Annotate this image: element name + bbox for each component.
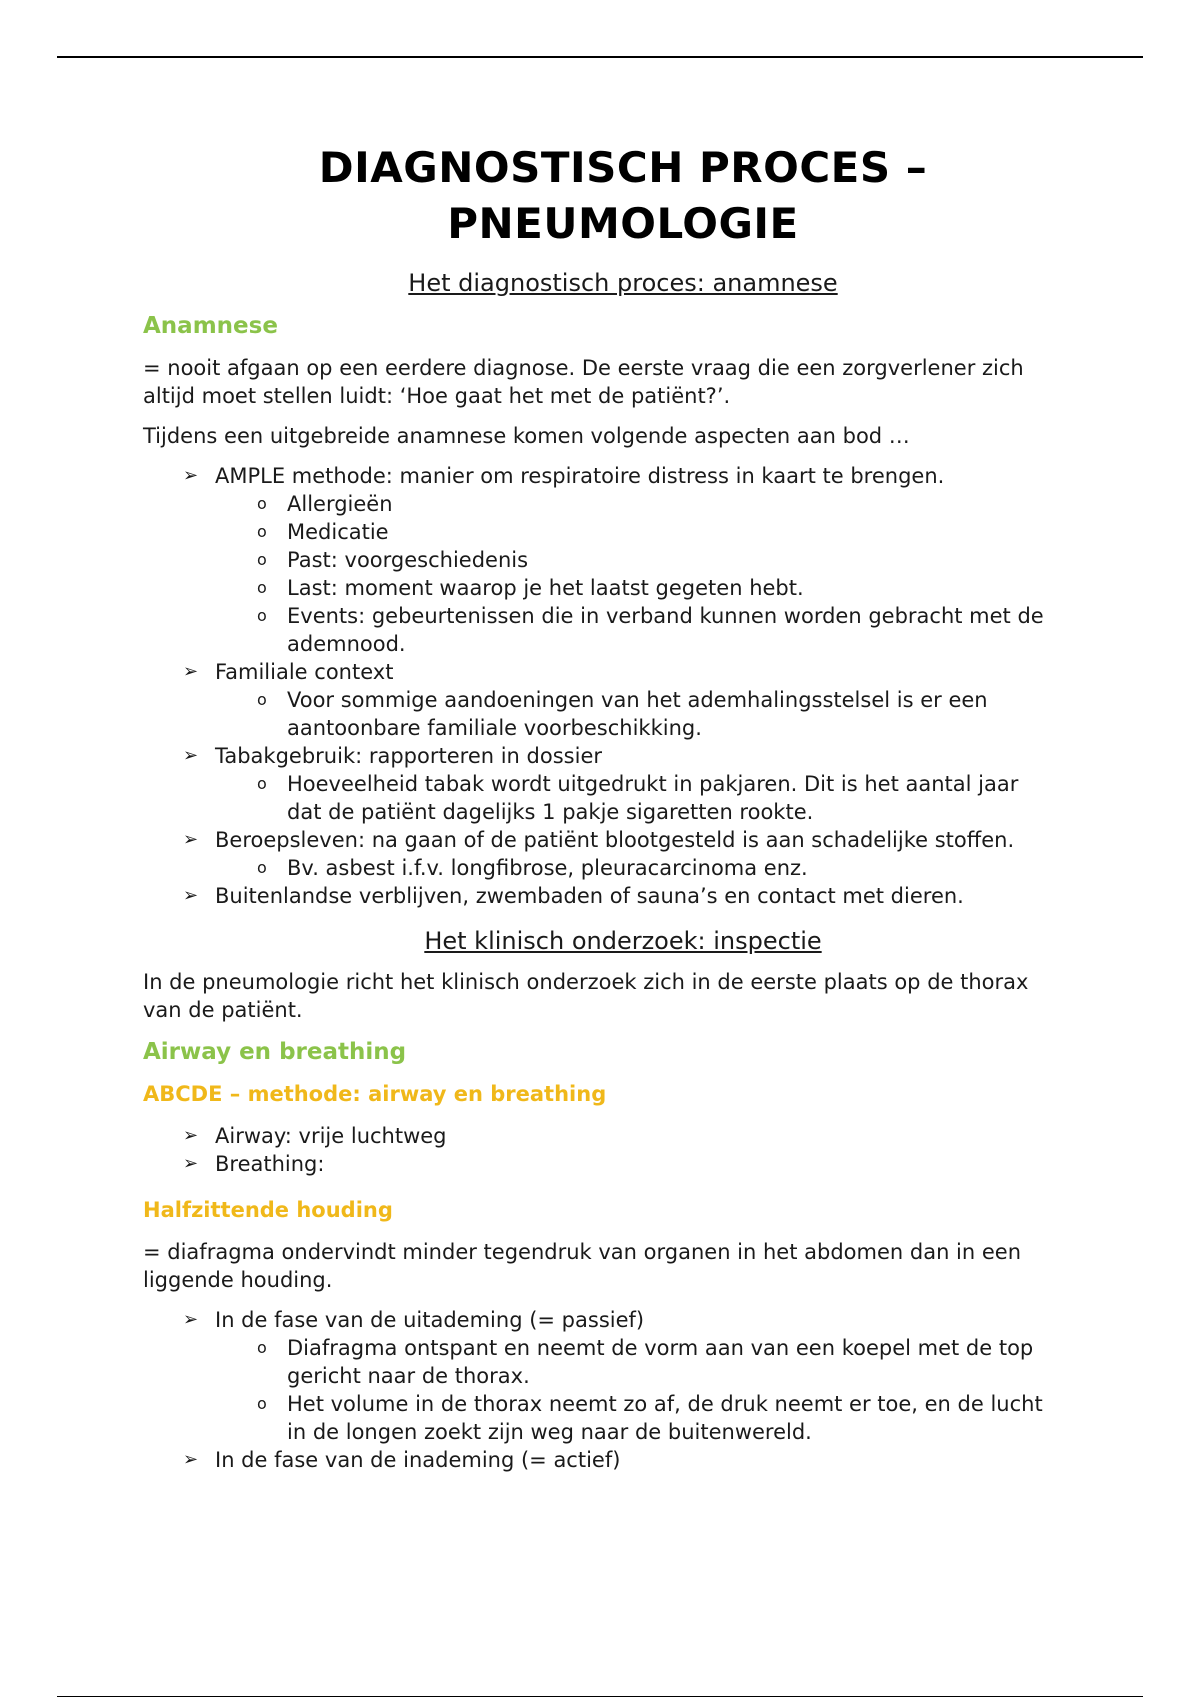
bottom-rule [57,1696,1143,1697]
sub-list-item-text: Past: voorgeschiedenis [287,548,529,572]
arrow-bullet-icon: ➢ [183,661,199,682]
sub-list-item [255,518,1053,546]
circle-bullet-icon: o [257,858,267,877]
sub-list-item-text: Diafragma ontspant en neemt de vorm aan van een koepel met de top gericht naar de thorax. [287,1336,1034,1388]
sub-list-item [255,854,1053,882]
sub-list [215,1334,1053,1446]
list-item-text: Airway: vrije luchtweg [215,1124,447,1148]
sub-list-item [255,1390,1053,1446]
sub-list-item [255,574,1053,602]
circle-bullet-icon: o [257,550,267,569]
list-item-text: Buitenlandse verblijven, zwembaden of sauna’s en contact met dieren. [215,884,964,908]
list-item [183,1122,1053,1150]
arrow-bullet-icon: ➢ [183,885,199,906]
section2-title: Het klinisch onderzoek: inspectie [424,927,822,955]
sub-list-item [255,490,1053,518]
arrow-bullet-icon: ➢ [183,1153,199,1174]
arrow-bullet-icon: ➢ [183,829,199,850]
list-item [183,882,1053,910]
sub-list [215,854,1053,882]
anamnese-heading: Anamnese [143,313,278,339]
sub-list-item-text: Voor sommige aandoeningen van het ademhalingsstelsel is er een aantoonbare familiale voorbeschikking. [287,688,988,740]
top-rule [57,56,1143,58]
circle-bullet-icon: o [257,1394,267,1413]
airway-breathing-heading: Airway en breathing [143,1039,407,1065]
abcde-heading: ABCDE – methode: airway en breathing [143,1082,607,1106]
list-item [183,462,1053,658]
halfzittende-para: = diafragma ondervindt minder tegendruk van organen in het abdomen dan in een liggende houding. [143,1240,1022,1292]
list-item [183,1150,1053,1178]
circle-bullet-icon: o [257,774,267,793]
sub-list-item-text: Bv. asbest i.f.v. longfibrose, pleuracarcinoma enz. [287,856,808,880]
halfzittende-heading: Halfzittende houding [143,1198,393,1222]
sub-list-item-text: Events: gebeurtenissen die in verband kunnen worden gebracht met de ademnood. [287,604,1044,656]
sub-list-item [255,1334,1053,1390]
list-item-text: In de fase van de inademing (= actief) [215,1448,621,1472]
anamnese-para-2: Tijdens een uitgebreide anamnese komen volgende aspecten aan bod … [143,424,910,448]
halfzittende-list [143,1306,1053,1474]
sub-list-item-text: Het volume in de thorax neemt zo af, de druk neemt er toe, en de lucht in de longen zoekt zijn weg naar de buitenwereld. [287,1392,1043,1444]
sub-list-item [255,686,1053,742]
list-item [183,658,1053,742]
anamnese-list [143,462,1053,910]
inspectie-para: In de pneumologie richt het klinisch onderzoek zich in de eerste plaats op de thorax van de patiënt. [143,970,1029,1022]
list-item [183,1306,1053,1446]
sub-list-item-text: Medicatie [287,520,389,544]
list-item-text: Familiale context [215,660,394,684]
circle-bullet-icon: o [257,578,267,597]
sub-list [215,686,1053,742]
circle-bullet-icon: o [257,522,267,541]
circle-bullet-icon: o [257,606,267,625]
sub-list [215,490,1053,658]
arrow-bullet-icon: ➢ [183,1309,199,1330]
list-item [183,1446,1053,1474]
sub-list-item [255,602,1053,658]
document-content [143,140,1053,1474]
sub-list-item [255,546,1053,574]
arrow-bullet-icon: ➢ [183,1125,199,1146]
title-line-2: PNEUMOLOGIE [447,199,799,248]
list-item-text: Breathing: [215,1152,325,1176]
list-item-text: In de fase van de uitademing (= passief) [215,1308,645,1332]
circle-bullet-icon: o [257,1338,267,1357]
sub-list-item-text: Allergieën [287,492,393,516]
list-item-text: AMPLE methode: manier om respiratoire distress in kaart te brengen. [215,464,945,488]
list-item-text: Tabakgebruik: rapporteren in dossier [215,744,602,768]
abcde-list [143,1122,1053,1178]
sub-list-item-text: Last: moment waarop je het laatst gegeten hebt. [287,576,804,600]
title-line-1: DIAGNOSTISCH PROCES – [318,143,928,192]
arrow-bullet-icon: ➢ [183,745,199,766]
list-item-text: Beroepsleven: na gaan of de patiënt blootgesteld is aan schadelijke stoffen. [215,828,1015,852]
circle-bullet-icon: o [257,690,267,709]
sub-list-item-text: Hoeveelheid tabak wordt uitgedrukt in pakjaren. Dit is het aantal jaar dat de patiënt dagelijks 1 pakje sigaretten rookte. [287,772,1019,824]
document-title [143,140,1053,252]
list-item [183,742,1053,826]
section1-title: Het diagnostisch proces: anamnese [408,269,838,297]
list-item [183,826,1053,882]
arrow-bullet-icon: ➢ [183,465,199,486]
circle-bullet-icon: o [257,494,267,513]
arrow-bullet-icon: ➢ [183,1449,199,1470]
sub-list-item [255,770,1053,826]
sub-list [215,770,1053,826]
anamnese-para-1: = nooit afgaan op een eerdere diagnose. De eerste vraag die een zorgverlener zich altijd moet stellen luidt: ‘Hoe gaat het met de patiënt?’. [143,356,1024,408]
